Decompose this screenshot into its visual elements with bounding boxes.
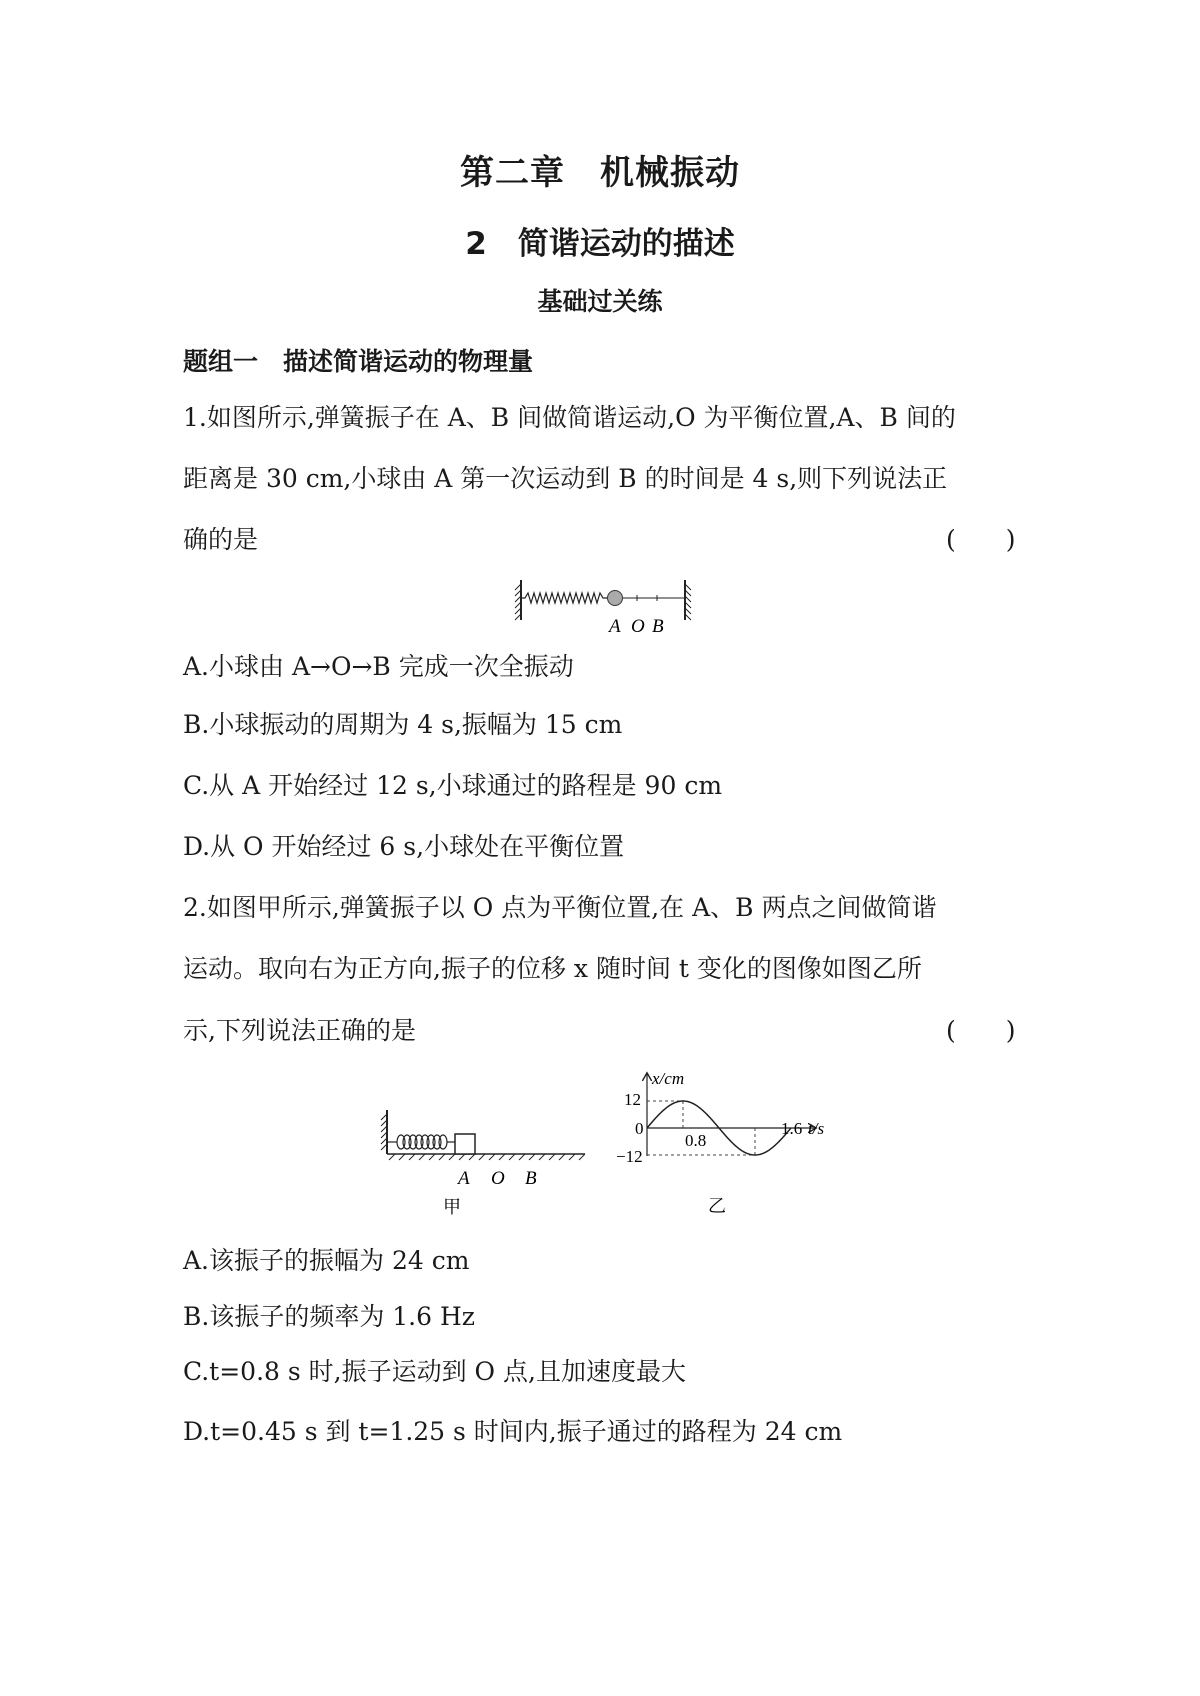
x-tick-1.6: 1.6: [781, 1119, 803, 1138]
q2-figure-yi: [600, 1064, 825, 1214]
q2-option-d: D.t=0.45 s 到 t=1.25 s 时间内,振子通过的路程为 24 cm: [183, 1417, 843, 1446]
q2-jia-label-b: B: [525, 1168, 537, 1189]
q2-stem-line3: 示,下列说法正确的是: [183, 1016, 416, 1045]
section-title: 题组一 描述简谐运动的物理量: [183, 347, 534, 376]
q2-answer-paren: ( ): [946, 1016, 1016, 1045]
q2-jia-caption: 甲: [443, 1197, 461, 1218]
q1-option-c: C.从 A 开始经过 12 s,小球通过的路程是 90 cm: [183, 771, 723, 800]
q2-option-a: A.该振子的振幅为 24 cm: [183, 1246, 470, 1275]
q2-stem-line2: 运动。取向右为正方向,振子的位移 x 随时间 t 变化的图像如图乙所: [183, 954, 922, 983]
q1-stem-line3: 确的是: [183, 525, 259, 554]
x-tick-0.8: 0.8: [685, 1131, 707, 1150]
q1-stem-line2: 距离是 30 cm,小球由 A 第一次运动到 B 的时间是 4 s,则下列说法正: [183, 464, 948, 493]
y-axis-label: x/cm: [652, 1069, 685, 1088]
q1-spring-figure: [505, 576, 705, 638]
lesson-title: 2 简谐运动的描述: [465, 226, 735, 262]
q2-yi-caption: 乙: [708, 1196, 726, 1214]
q1-option-a: A.小球由 A→O→B 完成一次全振动: [183, 652, 574, 681]
q2-option-b: B.该振子的频率为 1.6 Hz: [183, 1302, 475, 1331]
q2-option-c: C.t=0.8 s 时,振子运动到 O 点,且加速度最大: [183, 1357, 686, 1386]
practice-title: 基础过关练: [537, 287, 663, 316]
y-tick-minus12: −12: [616, 1147, 643, 1166]
y-tick-12: 12: [624, 1090, 641, 1109]
x-axis-label: t/s: [808, 1119, 825, 1138]
chapter-title: 第二章 机械振动: [460, 153, 740, 193]
q1-option-b: B.小球振动的周期为 4 s,振幅为 15 cm: [183, 710, 623, 739]
q2-jia-label-a: A: [458, 1168, 470, 1189]
q1-option-d: D.从 O 开始经过 6 s,小球处在平衡位置: [183, 832, 625, 861]
q2-figure-jia: [375, 1108, 590, 1218]
q1-label-b: B: [652, 616, 664, 637]
q1-stem-line1: 1.如图所示,弹簧振子在 A、B 间做简谐运动,O 为平衡位置,A、B 间的: [183, 403, 956, 432]
q1-answer-paren: ( ): [946, 525, 1016, 554]
y-tick-0: 0: [635, 1119, 644, 1138]
q1-label-o: O: [631, 616, 645, 637]
q2-jia-label-o: O: [491, 1168, 505, 1189]
q2-stem-line1: 2.如图甲所示,弹簧振子以 O 点为平衡位置,在 A、B 两点之间做简谐: [183, 893, 937, 922]
q1-label-a: A: [609, 616, 621, 637]
